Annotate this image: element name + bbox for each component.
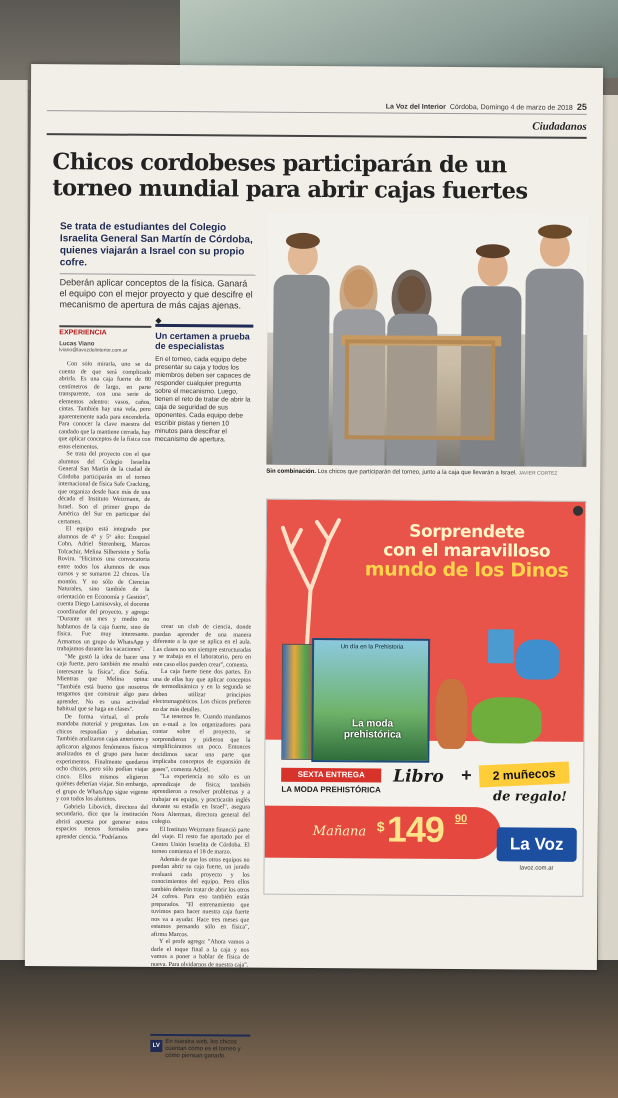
byline-email: lviano@lavozdelinterior.com.ar [59, 347, 128, 354]
paragraph: El Instituto Weizmann financió parte del viaje. El resto fue aportado por el Centro Unión Israelita de Córdoba. El torneo comienza el 18 de marzo. [151, 826, 250, 856]
photo-student [270, 229, 332, 465]
price-currency: $ [376, 818, 385, 835]
sidebar-body: En el torneo, cada equipo debe presentar su caja y todos los miembros deben ser capaces de responder cualquier pregunta sobre el mecanismo. Luego, tienen el reto de tratar de abrir la caja de seguridad de sus oponentes. Cada equipo debe escribir pistas y tienen 10 minutos para descifrar el mecanismo de apertura. [154, 355, 251, 444]
ad-title-line-1: Sorprendete [409, 521, 525, 543]
safe-box [345, 339, 496, 440]
paragraph: El equipo está integrado por alumnos de 4° y 5° año: Ezequiel Cohn, Adriel Sterenberg, Marcos Tolcachir, Melina Silberstein y Sofía Rovira. "Hicimos una convocatoria entre todos los alumnos de esos cursos y se sumaron 22 chicos. Un montón. Y no sólo de Ciencias Naturales, sino también de la orientación en Economía y Gestión", cuenta Diego Lamisovsky, el docente coordinador del proyecto, y agrega: "Durante un mes y medio no hablamos de la caja fuerte, sino de física. Fue muy interesante. Armamos un grupo de WhatsApp y trabajamos durante las vacaciones". [57, 526, 150, 653]
article-column-1 [54, 361, 151, 1052]
sidebar-sign-icon: ◆ [155, 315, 162, 325]
ad-url: lavoz.com.ar [519, 865, 554, 872]
ad-regalo: de regalo! [492, 789, 567, 805]
paragraph: Se trata del proyecto con el que alumnos del Colegio Israelita General San Martín de la ciudad de Córdoba participarán en el torneo internacional de física Safe Cracking, que organiza desde hace más de una década el Instituto Weizmann, de Israel. Son el primer grupo de América del Sur en participar del certamen. [57, 451, 151, 525]
deck: Deberán aplicar conceptos de la física. Ganará el equipo con el mejor proyecto y que descifre el mecanismo de apertura de más cajas ajenas. [59, 273, 255, 311]
masthead-brand: La Voz del Interior [385, 103, 446, 111]
photo-student [522, 222, 586, 466]
article-photo [266, 213, 588, 467]
caption-text: Los chicos que participarán del torneo, junto a la caja que llevarán a Israel. [317, 469, 517, 477]
sidebar-title: Un certamen a prueba de especialistas [155, 324, 253, 352]
ad-libro: Libro [393, 766, 444, 787]
ad-title-line-3: mundo de los Dinos [364, 558, 569, 582]
bird-figure [516, 639, 560, 679]
newspaper-page [25, 64, 603, 1060]
dinosaur-figure [471, 697, 541, 743]
caveman-figure [435, 679, 467, 749]
headline: Chicos cordobeses participarán de un torneo mundial para abrir cajas fuertes [52, 149, 528, 205]
article-column-2 [150, 624, 251, 1035]
paragraph: Gabriela Libovich, directora del secundario, dice que la institución abrirá apuesta por generar estos espacios menos formales para aprender ciencia. "Podríamos [55, 803, 148, 841]
ad-manana: Mañana [312, 823, 367, 840]
book-stack [281, 638, 430, 763]
paragraph: crear un club de ciencia, donde puedan aprender de una manera diferente a la que se aplica en el aula. Las clases no son siempre estructuradas y se trabaja en el laboratorio, pero en este caso ellos pueden crear", comenta. [152, 623, 252, 669]
ad-badge [573, 506, 583, 516]
ad-plus: + [461, 765, 472, 786]
paragraph: Además de que los otros equipos no puedan abrir su caja fuerte, un jurado evaluará cada proyecto y los conocimientos del equipo. Pero ellos también deberán tratar de abrir los otros 24 cofres. Para eso también están preparados. "El entrenamiento que tuvimos para hacer nuestra caja fuerte nos va a ayudar. Hace tres meses que estamos pensando sólo en física", afirma Marcos. [151, 856, 250, 938]
price-cents: 90 [454, 812, 468, 826]
caption-title: Sin combinación. [266, 468, 317, 476]
page-number: 25 [576, 101, 587, 112]
lv-logo-icon: LV [150, 1040, 162, 1052]
web-promo-box [150, 1034, 250, 1065]
byline [59, 341, 151, 354]
photo-credit: JAVIER CORTEZ [518, 470, 558, 477]
web-promo-text: En nuestra web, los chicos cuentan cómo es el torneo y cómo piensan ganarlo. [165, 1038, 241, 1060]
ad-ribbon: SEXTA ENTREGA [281, 768, 381, 783]
paragraph: "Le tenemos fe. Cuando mandamos un e-mail a los organizadores para contar sobre el proyecto, se sorprendieron y pidieron que la simplificáramos un poco. Entonces decidimos sacar una parte que implicaba conceptos de expansión de gases", comenta Adriel. [152, 713, 251, 773]
article-body [46, 211, 586, 1060]
paragraph: Con sólo mirarla, uno se da cuenta de que será complicado abrirla. Es una caja fuerte de 80 centímetros de largo, en parte transparente, con una serie de elementos adentro: vasos, caños, cintas. También hay una vela, pero aparentemente nada para encenderla. Para conocer la clave maestra del candado que la mantiene cerrada, hay que aplicar conceptos de la física con estos elementos. [58, 361, 152, 450]
book-cover [311, 638, 430, 763]
mini-book-figure [488, 629, 514, 663]
la-voz-logo: La Voz [497, 827, 577, 862]
byline-author: Lucas Viano [59, 341, 95, 348]
masthead [47, 98, 587, 115]
paragraph: "La experiencia no sólo es un aprendizaje de física; también aprendieron a resolver problemas y a trabajar en equipo, y practicarán inglés durante su estadía en Israel", asegura Nora Alterman, directora general del colegio. [151, 773, 251, 826]
section-name: Ciudadanos [47, 117, 587, 139]
background-left-page [0, 80, 28, 980]
paragraph: Y el profe agrega: "Ahora vamos a darle el toque final a la caja y nos vamos a poner a hablar de física de nueva. Para olvidarnos de nuestra caja". [150, 938, 250, 969]
masthead-date: Córdoba, Domingo 4 de marzo de 2018 [449, 103, 573, 112]
paragraph: La caja fuerte tiene dos partes. En una de ellas hay que aplicar conceptos de termodinámica y en la segunda se deben utilizar principios electromagnéticos. Los chicos prefieren no dar más detalles. [152, 668, 251, 713]
ad-title [357, 522, 577, 581]
paragraph: De forma virtual, el profe mandaba material y preguntas. Los chicos respondían y debatían. También analizaron cajas anteriores y aplicaron algunos fenómenos físicos analizados en el grupo para hacer experimentos. Finalmente quedaron ocho chicos, pero sólo podían viajar cinco. Ellos mismos eligieron quiénes deberían viajar. Sin embargo, el grupo de WhatsApp sigue vigente y con todos los alumnos. [56, 713, 149, 803]
paragraph: "Me gustó la idea de hacer una caja fuerte, pero también me resultó interesante la física", dice Sofía. Mientras que Melina opina: "También está bueno que nosotros tengamos que construir algo para aprender. No es una actividad habitual que se haga en clases". [56, 653, 150, 713]
tag-experiencia: EXPERIENCIA [59, 325, 151, 337]
ad-title-line-2: con el maravilloso [383, 540, 551, 562]
ad-ribbon-subtitle: LA MODA PREHISTÓRICA [281, 784, 381, 795]
dinos-advertisement [263, 499, 586, 897]
photo-caption [266, 469, 586, 477]
lede: Se trata de estudiantes del Colegio Israelita General San Martín de Córdoba, quienes viajarán a Israel con su propio cofre. [59, 221, 253, 269]
book-title: La moda prehistórica [343, 718, 402, 741]
book-series: Un día en la Prehistoria [340, 644, 404, 651]
ad-munecos: 2 muñecos [479, 761, 570, 787]
price-value: 149 [386, 808, 445, 850]
